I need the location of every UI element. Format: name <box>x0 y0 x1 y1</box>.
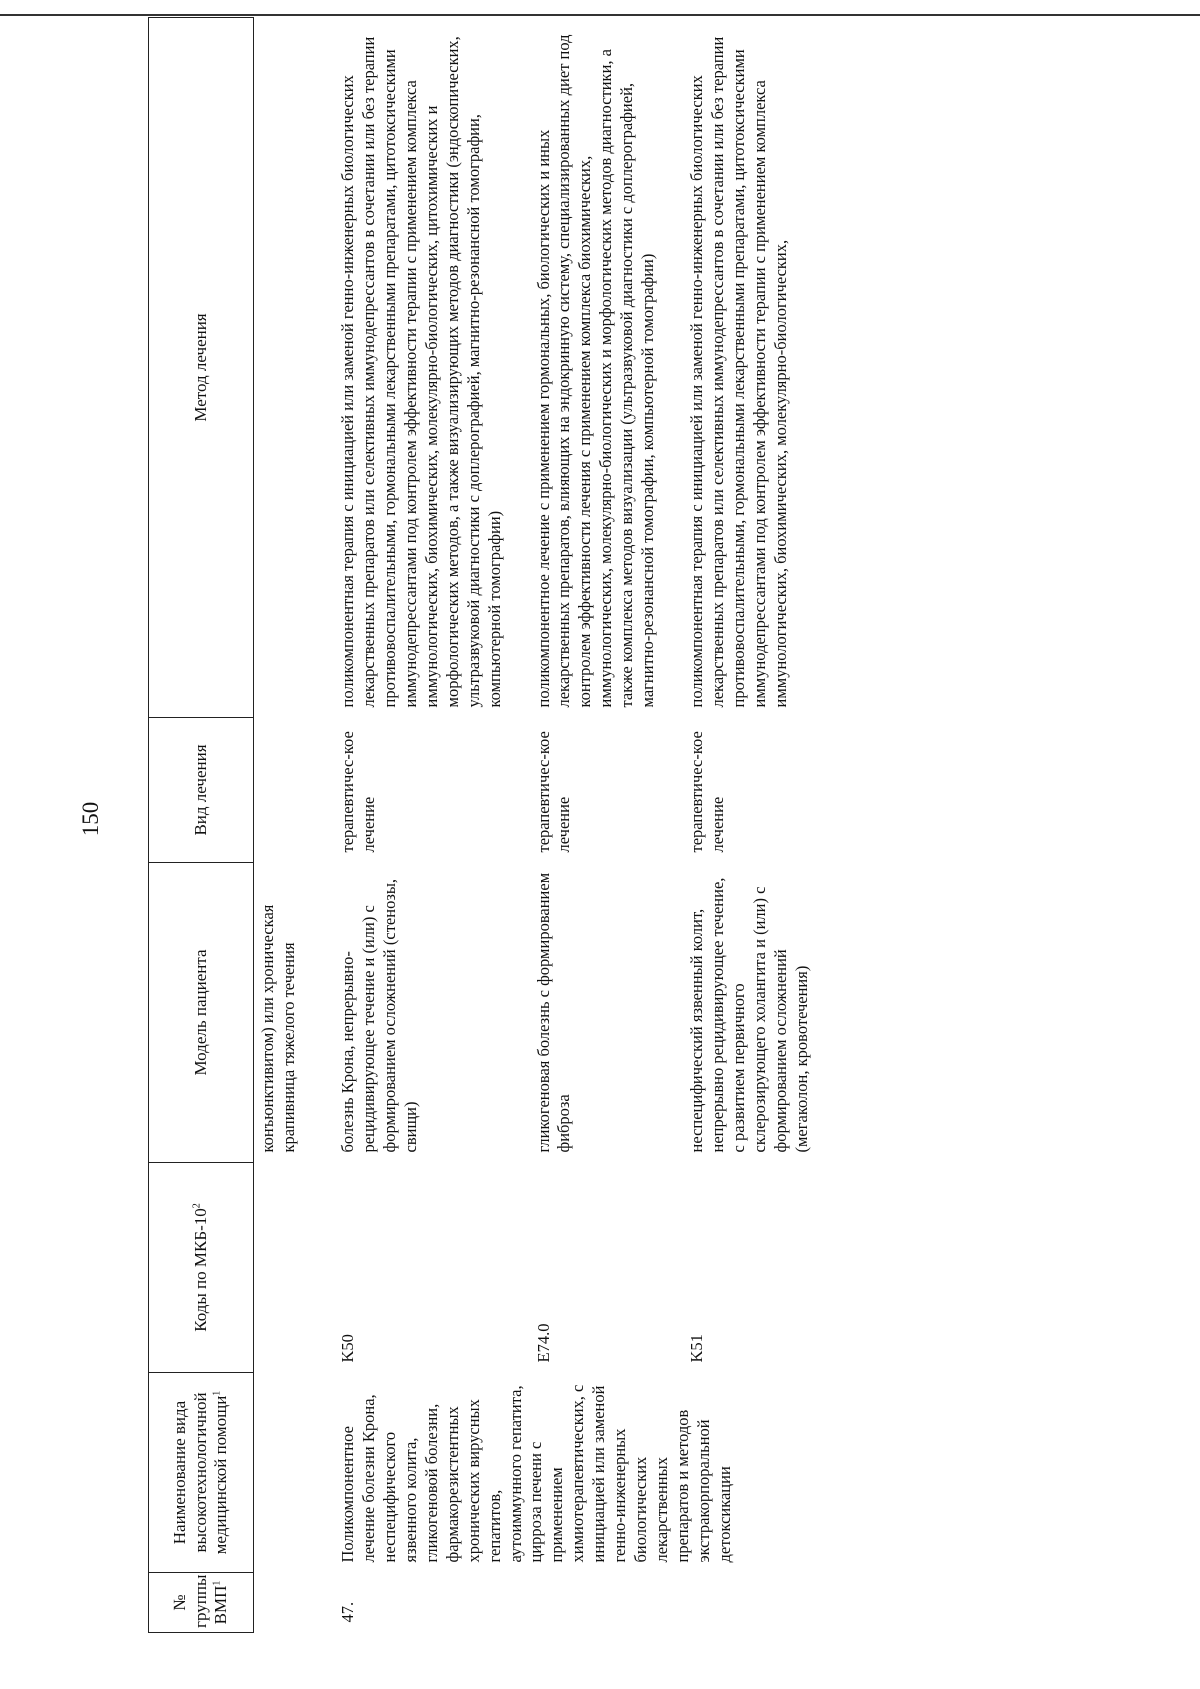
cell-treatment-method: поликомпонентная терапия с инициацией или заменой генно-инженерных биологических лекарственных препаратов или селективных иммунодепрессантов в сочетании или без терапии противовоспалительными, гормональными лекарственными препаратами, цитотоксическими иммунодепрессантами под контролем эффективности терапии с применением комплекса иммунологических, биохимических, молекулярно-биологических, <box>687 36 791 708</box>
cell-vmp-name: Поликомпонентное лечение болезни Крона, неспецифического язвенного колита, гликогеновой болезни, фармакорезистентных хронических вирусных гепатитов, аутоиммунного гепатита, цирроза печени с применением химиотерапевтических, с инициацией или заменой генно-инженерных биологических лекарственных препаратов и методов экстракорпоральной детоксикации <box>337 1384 735 1563</box>
header-treatment-kind: Вид лечения <box>149 718 254 863</box>
table-row <box>330 18 534 1633</box>
cell-icd-code: K50 <box>337 1334 357 1363</box>
cell-empty <box>254 1573 330 1633</box>
cell-model: конъюнктивитом) или хроническая крапивница тяжелого течения <box>258 904 298 1153</box>
cell-model: гликогеновая болезнь с формированием фиброза <box>533 872 574 1153</box>
cell-treatment-kind: терапевтичес-кое лечение <box>337 731 378 853</box>
cell-treatment-method: поликомпонентное лечение с применением гормональных, биологических и иных лекарственных препаратов, влияющих на эндокринную систему, специализированных диет под контролем эффективности лечения с применением комплекса биохимических, иммунологических, молекулярно-биологических и морфологических методов диагностики, а также комплекса методов визуализации (ультразвуковой диагностики с доплерографией, магнитно-резонансной томографии, компьютерной томографии) <box>533 34 658 708</box>
cell-model: неспецифический язвенный колит, непрерывно рецидивирующее течение, с развитием первичного склерозирующего холангита и (или) с формированием осложнений (мегаколон, кровотечения) <box>687 877 812 1153</box>
cell-treatment-kind: терапевтичес-кое лечение <box>533 731 574 853</box>
cell-empty <box>254 718 330 863</box>
page-edge-line <box>0 15 1200 17</box>
cell-empty <box>254 1163 330 1373</box>
header-treatment-method: Метод лечения <box>149 18 254 718</box>
header-vmp-name: Наименование вида высокотехнологичной медицинской помощи$^1$ <box>149 1373 254 1573</box>
vmp-table <box>148 17 841 1633</box>
header-icd-codes: Коды по МКБ-$10^2$ <box>149 1163 254 1373</box>
cell-icd-code: E74.0 <box>533 1323 553 1363</box>
cell-group-number: 47. <box>337 1601 357 1623</box>
cell-treatment-method: поликомпонентная терапия с инициацией или заменой генно-инженерных биологических лекарственных препаратов или селективных иммунодепрессантов в сочетании или без терапии противовоспалительными, гормональными лекарственными препаратами, цитотоксическими иммунодепрессантами под контролем эффективности терапии с применением комплекса иммунологических, биохимических, молекулярно-биологических, цитохимических и морфологических методов, а также визуализирующих методов диагностики (эндоскопических, ультразвуковой диагностики с доплерографией, магнитно-резонансной томографии, компьютерной томографии) <box>337 36 504 708</box>
cell-treatment-kind: терапевтичес-кое лечение <box>687 731 728 853</box>
cell-icd-code: K51 <box>687 1334 707 1363</box>
cell-empty <box>254 18 330 718</box>
table-header-row <box>149 18 254 1633</box>
header-group-number: № группы ВМП$^1$ <box>149 1573 254 1633</box>
header-patient-model: Модель пациента <box>149 863 254 1163</box>
page-number: 150 <box>78 801 103 837</box>
cell-model: болезнь Крона, непрерывно-рецидивирующее течение и (или) с формированием осложнений (стенозы, свищи) <box>337 878 420 1153</box>
table-row-continuation <box>254 18 330 1633</box>
cell-empty <box>254 1373 330 1573</box>
